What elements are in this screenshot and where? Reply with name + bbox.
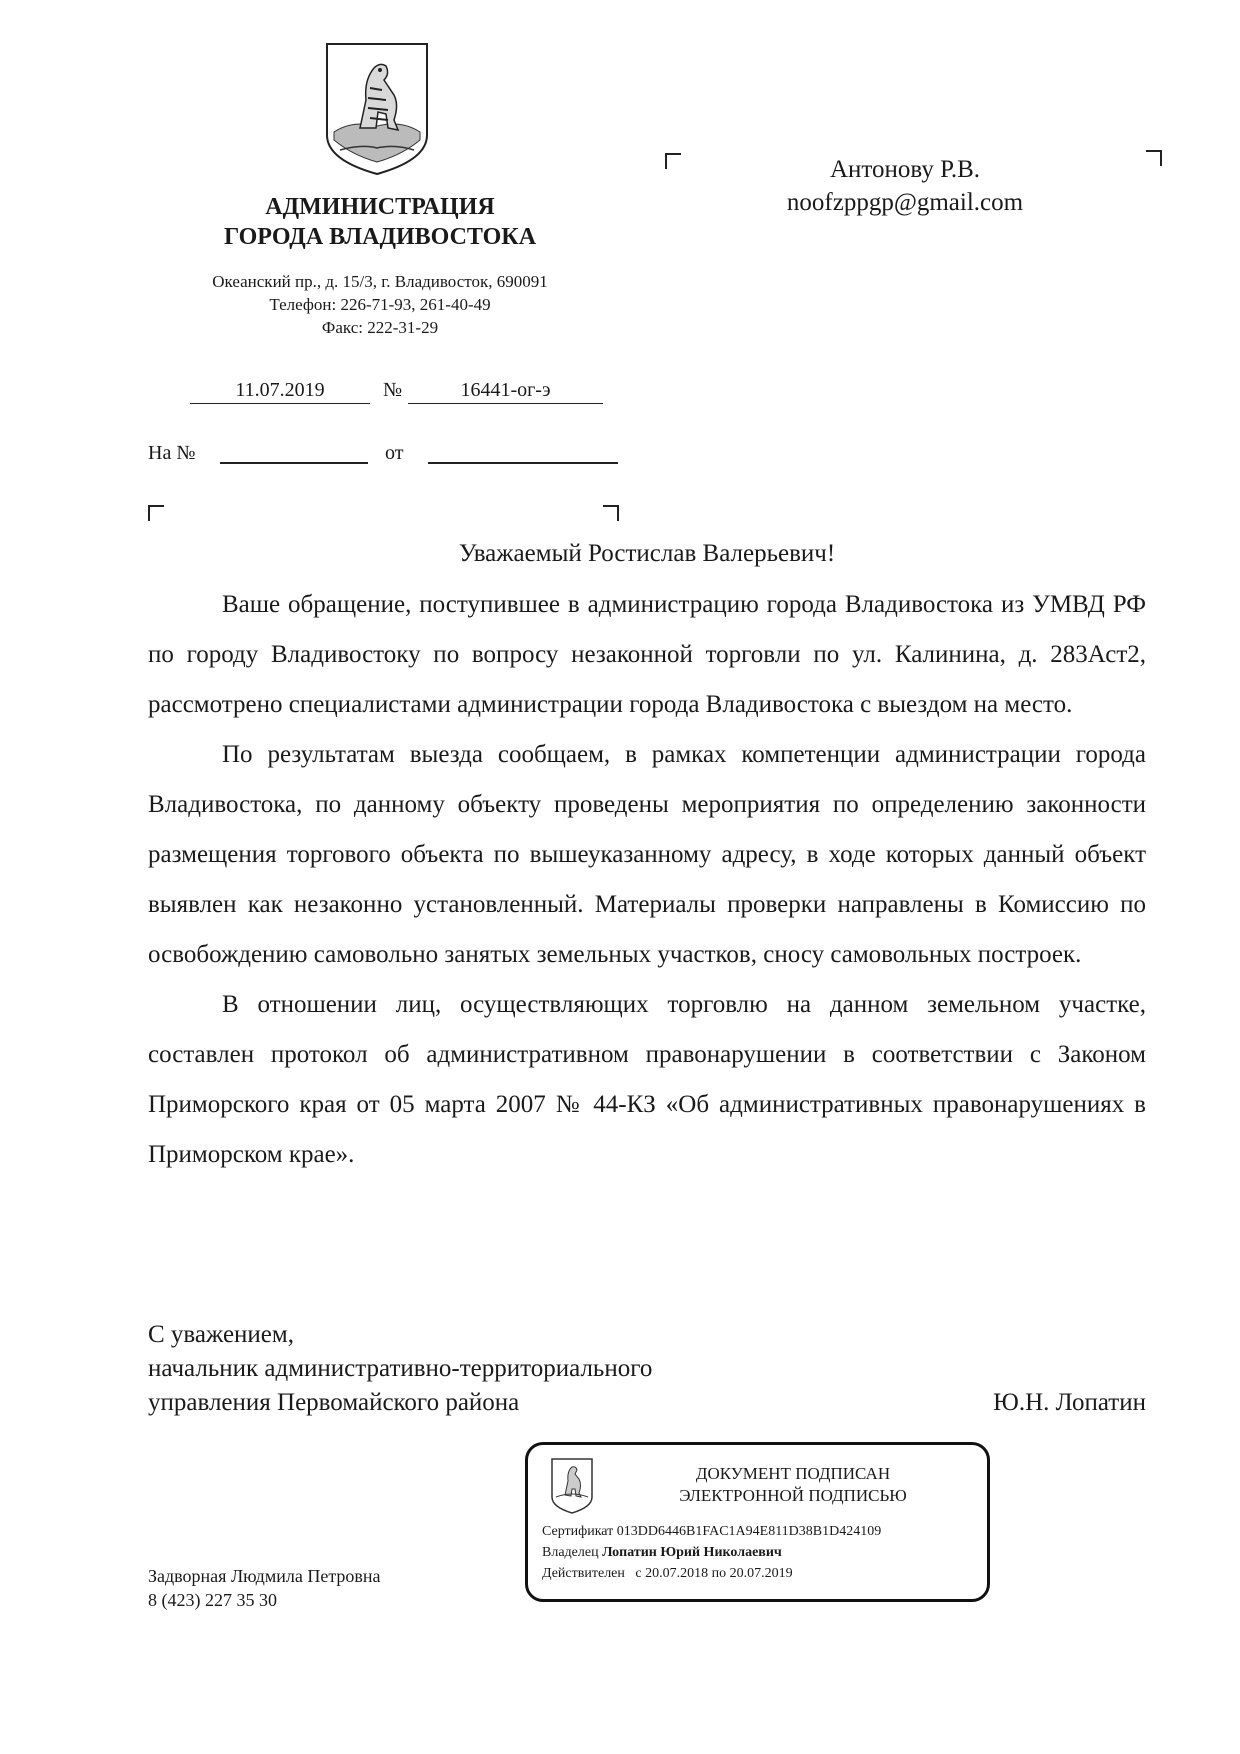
stamp-certificate-row — [542, 1521, 982, 1542]
organization-contacts — [160, 270, 600, 339]
reference-date-label: от — [385, 442, 404, 464]
org-name-line2: ГОРОДА ВЛАДИВОСТОКА — [223, 224, 537, 250]
org-name-line1: АДМИНИСТРАЦИЯ — [265, 194, 495, 220]
signer-position-line1: начальник административно-территориального — [148, 1355, 653, 1382]
stamp-valid-to-label: по — [711, 1566, 727, 1581]
signer-name: Ю.Н. Лопатин — [993, 1389, 1146, 1416]
stamp-owner-label: Владелец — [542, 1545, 599, 1560]
addressee-corner-top-left — [665, 153, 681, 169]
subject-corner-top-left — [148, 505, 164, 521]
stamp-details — [542, 1521, 982, 1584]
organization-name — [180, 192, 580, 252]
stamp-owner-value: Лопатин Юрий Николаевич — [602, 1545, 782, 1560]
body-paragraph-3: В отношении лиц, осуществляющих торговлю на данном земельном участке, составлен протокол об административном правонарушении в соответствии с Законом Приморского края от 05 марта 2007 № 44-КЗ «Об административных правонарушениях в Приморском крае». — [148, 991, 1146, 1168]
addressee-email: noofzppgp@gmail.com — [786, 189, 1024, 216]
body-paragraph-1: Ваше обращение, поступившее в администрацию города Владивостока из УМВД РФ по городу Владивостоку по вопросу незаконной торговли по ул. Калинина, д. 283Аст2, рассмотрено специалистами администрации города Владивостока с выездом на место. — [148, 591, 1146, 718]
addressee-name: Антонову Р.В. — [829, 156, 981, 183]
body-paragraph-2: По результатам выезда сообщаем, в рамках компетенции администрации города Владивостока, по данному объекту проведены мероприятия по определению законности размещения торгового объекта по вышеуказанному адресу, в ходе которых данный объект выявлен как незаконно установленный. Материалы проверки направлены в Комиссию по освобождению самовольно занятых земельных участков, сносу самовольных построек. — [148, 741, 1146, 968]
closing-phrase: С уважением, — [148, 1321, 294, 1348]
coat-of-arms-tiger-icon — [322, 40, 432, 178]
stamp-valid-to: 20.07.2019 — [729, 1566, 793, 1581]
stamp-valid-label: Действителен — [542, 1566, 625, 1581]
addressee-block — [740, 153, 1070, 219]
registration-date: 11.07.2019 — [190, 377, 370, 404]
stamp-validity-row — [542, 1563, 982, 1584]
org-phone: Телефон: 226-71-93, 261-40-49 — [269, 295, 491, 314]
stamp-valid-from-label: с — [635, 1566, 642, 1581]
reference-number-blank — [220, 462, 368, 464]
stamp-valid-from: 20.07.2018 — [645, 1566, 709, 1581]
addressee-corner-top-right — [1146, 150, 1162, 166]
stamp-title — [623, 1463, 963, 1507]
org-fax: Факс: 222-31-29 — [321, 318, 439, 337]
electronic-signature-stamp — [525, 1442, 990, 1602]
reference-number-label: На № — [148, 442, 196, 464]
executor-block — [148, 1564, 508, 1612]
signature-block — [148, 1318, 848, 1420]
greeting: Уважаемый Ростислав Валерьевич! — [458, 540, 836, 567]
stamp-certificate-label: Сертификат — [542, 1524, 614, 1539]
letter-body — [148, 580, 1146, 1180]
executor-name: Задворная Людмила Петровна — [148, 1566, 381, 1586]
stamp-owner-row — [542, 1542, 982, 1563]
executor-phone: 8 (423) 227 35 30 — [148, 1590, 277, 1610]
signer-position-line2: управления Первомайского района — [148, 1389, 520, 1416]
reference-date-blank — [428, 462, 618, 464]
registration-number-label: № — [383, 379, 403, 401]
stamp-coat-of-arms-icon — [550, 1457, 594, 1515]
stamp-title-line2: ЭЛЕКТРОННОЙ ПОДПИСЬЮ — [679, 1486, 907, 1505]
stamp-certificate-value: 013DD6446B1FAC1A94E811D38B1D424109 — [616, 1524, 882, 1539]
org-address: Океанский пр., д. 15/3, г. Владивосток, 690091 — [212, 272, 548, 291]
subject-corner-top-right — [603, 505, 619, 521]
stamp-title-line1: ДОКУМЕНТ ПОДПИСАН — [695, 1464, 891, 1483]
registration-number: 16441-ог-э — [408, 377, 603, 404]
